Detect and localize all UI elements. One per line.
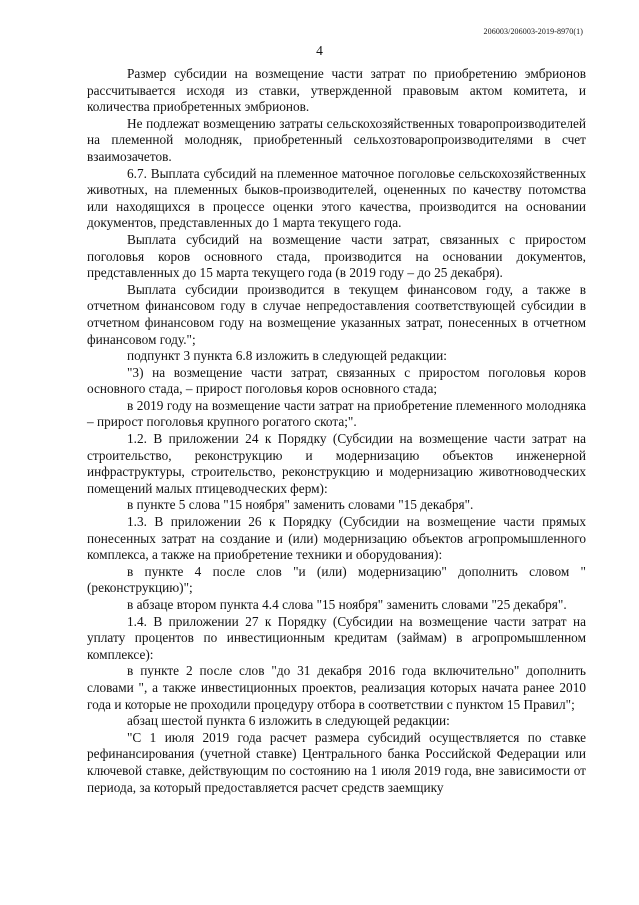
paragraph-1-2: 1.2. В приложении 24 к Порядку (Субсидии на возмещение части затрат на строительство, реконструкцию и модернизацию объектов инженерной инфраструктуры, строительство, реконструкцию и модернизацию животноводческих помещений малых птицеводческих ферм):	[87, 431, 586, 496]
paragraph-embryo-subsidy-size: Размер субсидии на возмещение части затрат по приобретению эмбрионов рассчитывается исходя из ставки, утвержденной правовым актом комитета, и количества приобретенных эмбрионов.	[87, 66, 586, 115]
paragraph-1-4-change: в пункте 2 после слов "до 31 декабря 2016 года включительно" дополнить словами ", а также инвестиционных проектов, реализация которых начата ранее 2010 года и которые не проходили процедуру отбора в соответствии с пунктом 15 Правил";	[87, 663, 586, 712]
paragraph-1-2-change: в пункте 5 слова "15 ноября" заменить словами "15 декабря".	[127, 497, 474, 513]
paragraph-1-3-change-a: в пункте 4 после слов "и (или) модернизацию" дополнить словом "(реконструкцию)";	[87, 563, 586, 596]
document-body	[87, 66, 586, 796]
paragraph-2019-young-stock: в 2019 году на возмещение части затрат на приобретение племенного молодняка – прирост поголовья крупного рогатого скота;".	[87, 397, 586, 430]
paragraph-6-7: 6.7. Выплата субсидий на племенное маточное поголовье сельскохозяйственных животных, на племенных быков-производителей, оцененных по качеству потомства или находящихся в процессе оценки этого качества, производится на основании документов, представленных до 1 марта текущего года.	[87, 165, 586, 231]
paragraph-abzats-6-intro: абзац шестой пункта 6 изложить в следующей редакции:	[127, 713, 450, 729]
paragraph-1-3: 1.3. В приложении 26 к Порядку (Субсидии на возмещение части прямых понесенных затрат на создание и (или) модернизацию объектов агропромышленного комплекса, а также на приобретение техники и оборудования):	[87, 514, 586, 563]
paragraph-subclause-3-intro: подпункт 3 пункта 6.8 изложить в следующей редакции:	[127, 348, 447, 364]
paragraph-1-4: 1.4. В приложении 27 к Порядку (Субсидии на возмещение части затрат на уплату процентов по инвестиционным кредитам (займам) в агропромышленном комплексе):	[87, 613, 586, 662]
paragraph-1-3-change-b: в абзаце втором пункта 4.4 слова "15 ноября" заменить словами "25 декабря".	[127, 597, 567, 612]
paragraph-cow-growth-payment: Выплата субсидий на возмещение части затрат, связанных с приростом поголовья коров основного стада, производится на основании документов, представленных до 15 марта текущего года (в 2019 году – до 25 декабря).	[87, 231, 586, 281]
paragraph-payment-period: Выплата субсидии производится в текущем финансовом году, а также в отчетном финансовом году в случае непредоставления соответствующей субсидии в отчетном финансовом году на возмещение указанных затрат, понесенных в отчетном финансовом году.";	[87, 281, 586, 347]
paragraph-subclause-3-text: "3) на возмещение части затрат, связанных с приростом поголовья коров основного стада, – прирост поголовья коров основного стада;	[87, 364, 586, 397]
paragraph-refinancing-rate: "С 1 июля 2019 года расчет размера субсидий осуществляется по ставке рефинансирования (учетной ставке) Центрального банка Российской Федерации или ключевой ставке, действующим по состоянию на 1 июля 2019 года, вне зависимости от периода, за который предоставляется расчет средств заемщику	[87, 729, 586, 795]
paragraph-mutual-offset-exclusion: Не подлежат возмещению затраты сельскохозяйственных товаропроизводителей на племенной молодняк, приобретенный сельхозтоваропроизводителями в счет взаимозачетов.	[87, 115, 586, 164]
page-number: 4	[316, 43, 323, 58]
document-id: 206003/206003-2019-8970(1)	[483, 27, 583, 36]
